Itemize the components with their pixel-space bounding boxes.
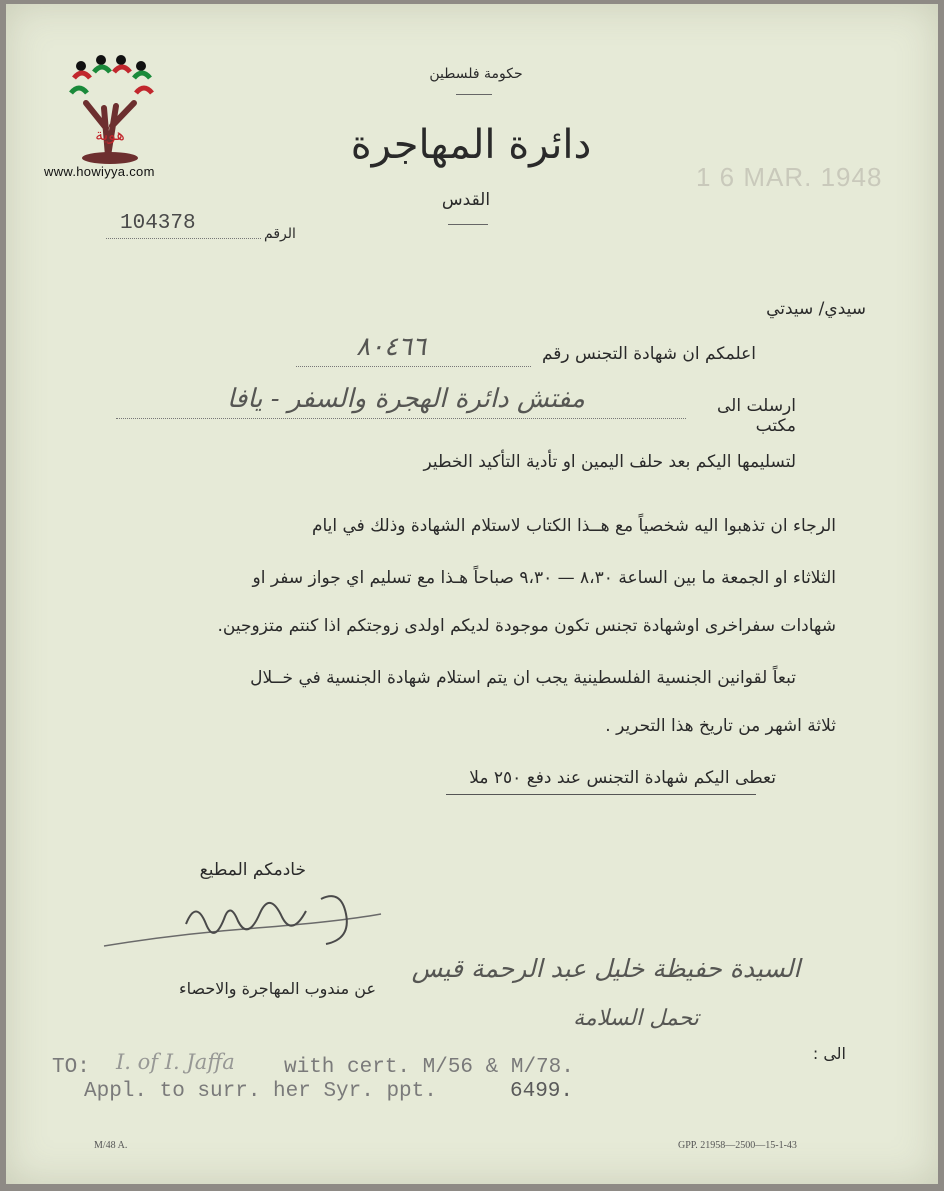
reference-number: 104378 bbox=[120, 212, 196, 235]
logo-url: www.howiyya.com bbox=[44, 164, 155, 179]
to-label-english: TO: bbox=[52, 1056, 90, 1079]
paragraph-2-line-1: تبعاً لقوانين الجنسية الفلسطينية يجب ان يتم استلام شهادة الجنسية في خــلال bbox=[250, 668, 796, 688]
paragraph-1-line-1: الرجاء ان تذهبوا اليه شخصياً مع هــذا الكتاب لاستلام الشهادة وذلك في ايام bbox=[311, 516, 836, 536]
on-behalf-text: عن مندوب المهاجرة والاحصاء bbox=[179, 979, 376, 998]
divider bbox=[456, 94, 492, 95]
paragraph-1-line-3: شهادات سفراخرى اوشهادة تجنس تكون موجودة لديكم اولدى زوجتكم اذا كنتم متزوجين. bbox=[217, 616, 836, 636]
passport-number: 6499. bbox=[510, 1080, 574, 1103]
office-handwritten: مفتش دائرة الهجرة والسفر - يافا bbox=[227, 384, 585, 414]
recipient-name-handwritten: السيدة حفيظة خليل عبد الرحمة قيس bbox=[411, 954, 801, 983]
recipient-nationality-handwritten: تحمل السلامة bbox=[573, 1006, 699, 1031]
form-code: M/48 A. bbox=[94, 1140, 128, 1151]
tree-icon bbox=[71, 55, 152, 164]
city-name: القدس bbox=[441, 190, 491, 210]
typed-line-1: with cert. M/56 & M/78. bbox=[284, 1056, 574, 1079]
reference-underline bbox=[106, 238, 261, 239]
body-line-2: ارسلت الى مكتب bbox=[717, 396, 796, 436]
svg-text:فايز باعنة: فايز باعنة bbox=[246, 924, 250, 925]
certificate-number-handwritten: ٨٠٤٦٦ bbox=[356, 332, 426, 362]
reference-label: الرقم bbox=[264, 226, 296, 242]
date-stamp: 1 6 MAR. 1948 bbox=[696, 162, 883, 192]
svg-text:هوية: هوية bbox=[95, 125, 125, 144]
document-page bbox=[6, 4, 938, 1184]
body-line-3: لتسليمها اليكم بعد حلف اليمين او تأدية التأكيد الخطير bbox=[423, 452, 796, 472]
fee-underline bbox=[446, 794, 756, 795]
divider bbox=[448, 224, 488, 225]
signature bbox=[96, 884, 386, 964]
salutation: سيدي/ سيدتي bbox=[766, 299, 866, 319]
print-code: GPP. 21958—2500—15-1-43 bbox=[678, 1140, 797, 1151]
handwritten-english: I. of I. Jaffa bbox=[116, 1050, 235, 1074]
body-line-1: اعلمكم ان شهادة التجنس رقم bbox=[541, 344, 756, 364]
office-underline bbox=[116, 418, 686, 419]
certificate-underline bbox=[296, 366, 531, 367]
paragraph-2-line-2: ثلاثة اشهر من تاريخ هذا التحرير . bbox=[605, 716, 836, 736]
fee-line: تعطى اليكم شهادة التجنس عند دفع ٢٥٠ ملا bbox=[469, 768, 776, 788]
government-heading: حكومة فلسطين bbox=[429, 66, 523, 82]
typed-line-2: Appl. to surr. her Syr. ppt. bbox=[84, 1080, 437, 1103]
department-title: دائرة المهاجرة bbox=[350, 122, 592, 168]
closing-servant: خادمكم المطيع bbox=[199, 860, 306, 880]
to-label-arabic: الى : bbox=[812, 1044, 846, 1063]
paragraph-1-line-2: الثلاثاء او الجمعة ما بين الساعة ٨،٣٠ — ٩،٣٠ صباحاً هـذا مع تسليم اي جواز سفر او bbox=[252, 568, 836, 588]
